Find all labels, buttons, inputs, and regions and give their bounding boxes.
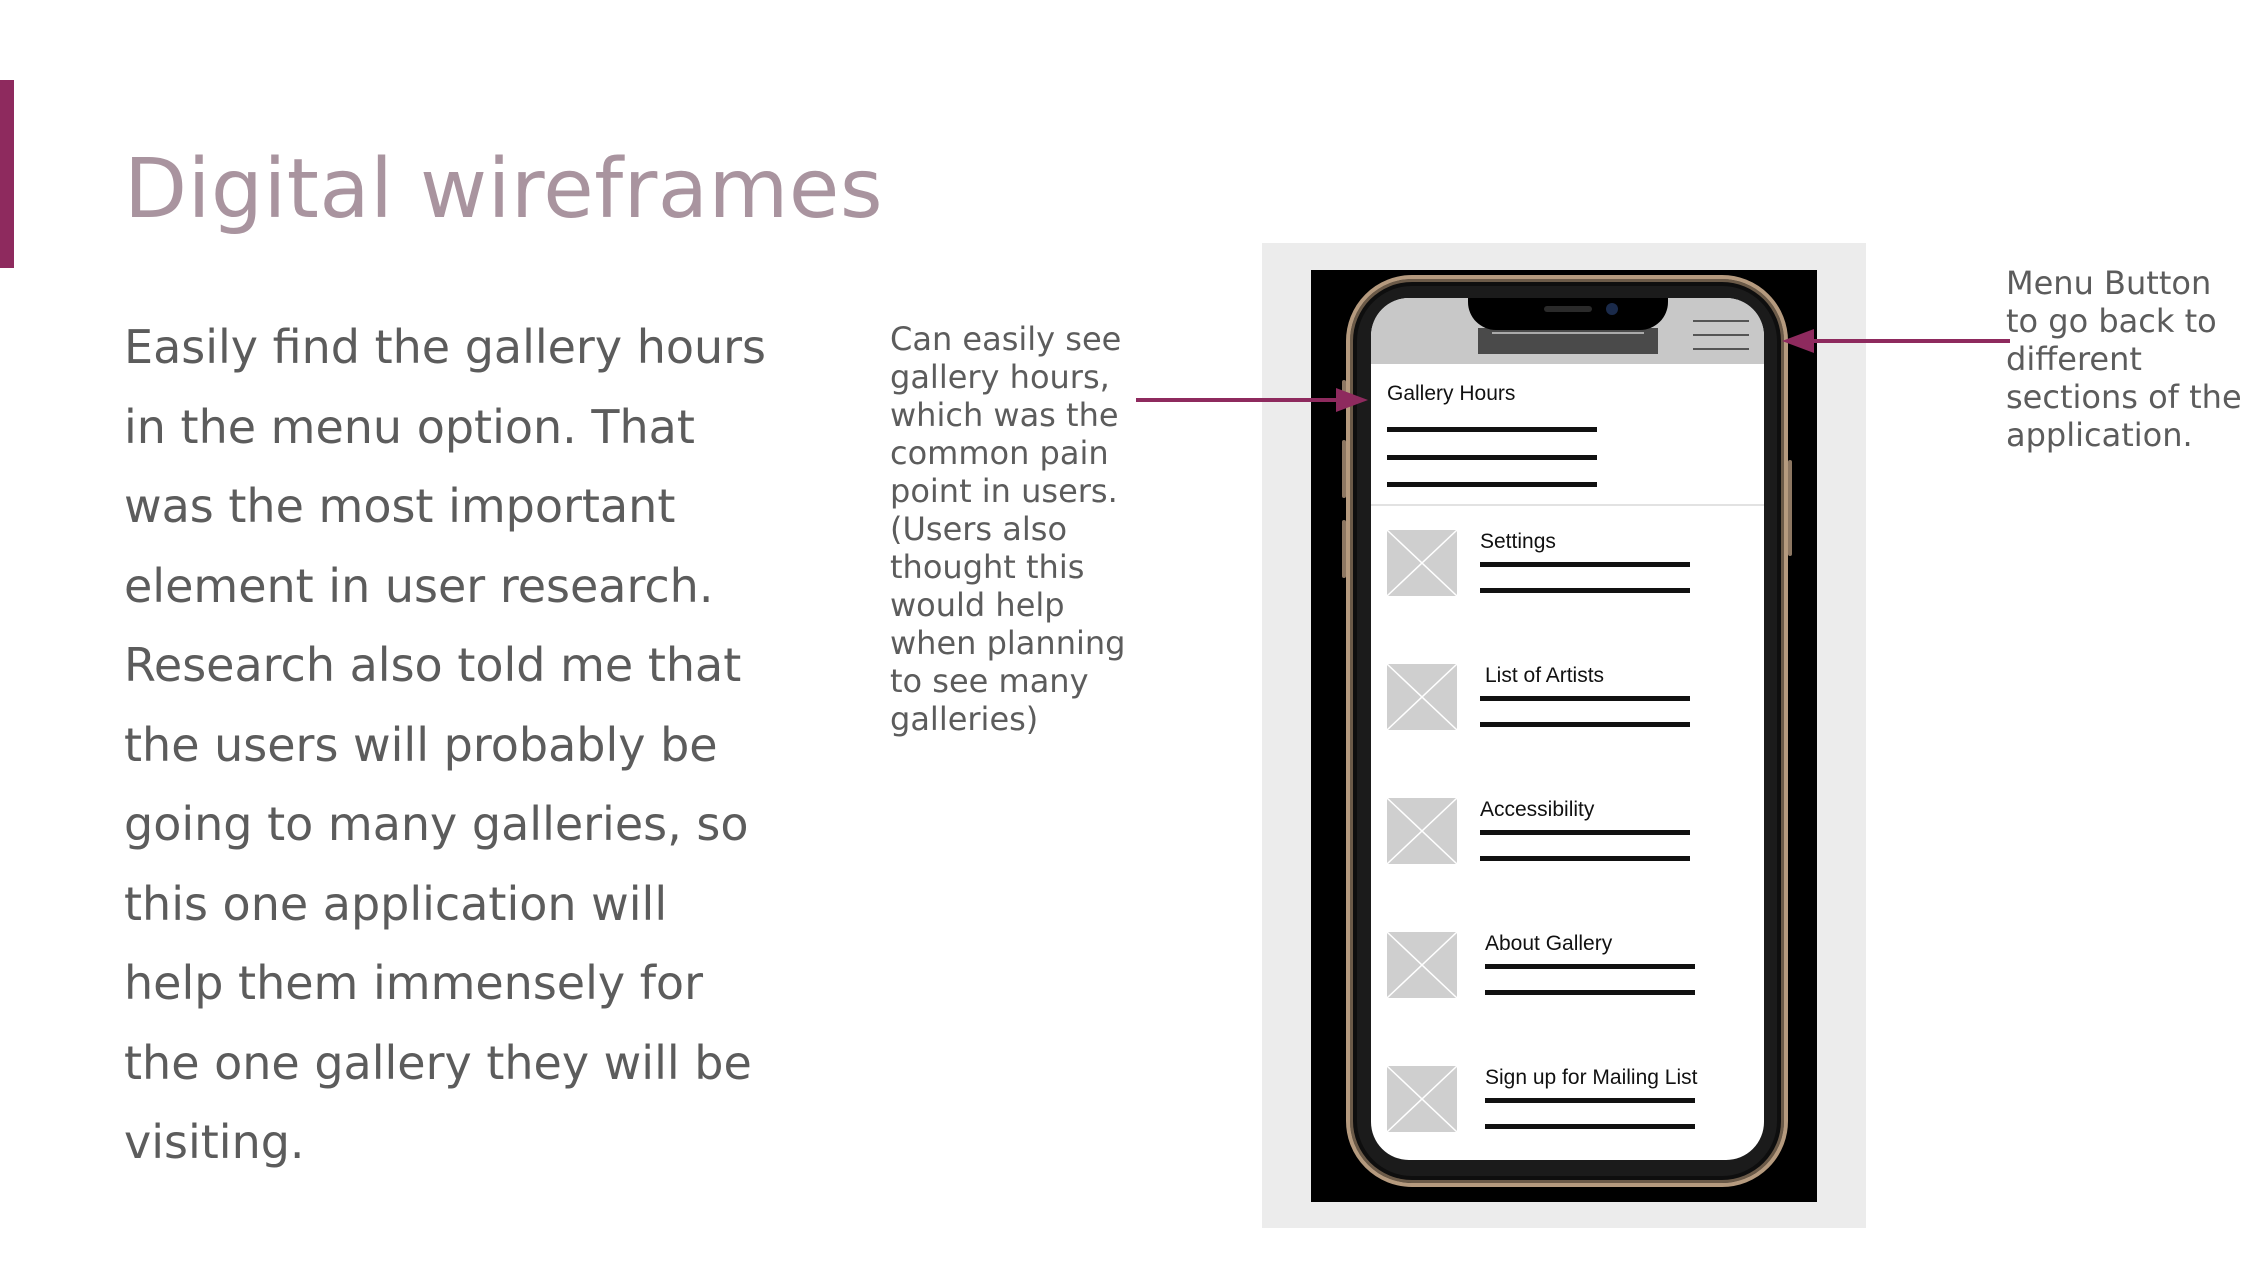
- menu-item-label: Accessibility: [1480, 798, 1595, 821]
- menu-item-label: Sign up for Mailing List: [1485, 1066, 1698, 1089]
- annotation-line: sections of the: [2006, 378, 2242, 416]
- annotation-line: application.: [2006, 416, 2193, 454]
- annotation-line: Menu Button: [2006, 264, 2212, 302]
- placeholder-text-line: [1480, 856, 1690, 861]
- placeholder-text-line: [1387, 482, 1597, 487]
- slide-body-text: [124, 308, 767, 1183]
- annotation-line: which was the: [890, 396, 1119, 434]
- phone-notch: [1468, 298, 1668, 330]
- placeholder-text-line: [1485, 990, 1695, 995]
- body-line: visiting.: [124, 1115, 305, 1169]
- body-line: Research also told me that: [124, 638, 742, 692]
- header-dark-bar: [1478, 328, 1658, 354]
- body-line: help them immensely for: [124, 956, 703, 1010]
- annotation-line: point in users.: [890, 472, 1118, 510]
- arrow-to-menu-button: [1776, 326, 2016, 358]
- placeholder-text-line: [1480, 696, 1690, 701]
- menu-icon-line: [1693, 348, 1749, 350]
- body-line: the users will probably be: [124, 717, 718, 772]
- annotation-line: would help: [890, 586, 1065, 624]
- annotation-line: common pain: [890, 434, 1109, 472]
- slide-title: Digital wireframes: [124, 142, 884, 237]
- menu-item-accessibility[interactable]: [1371, 798, 1764, 870]
- arrow-to-gallery-hours: [1136, 384, 1376, 420]
- annotation-line: galleries): [890, 700, 1039, 738]
- phone-screen: [1371, 298, 1764, 1160]
- image-placeholder-icon: [1387, 530, 1457, 596]
- body-line: this one application will: [124, 876, 668, 931]
- placeholder-text-line: [1480, 830, 1690, 835]
- placeholder-text-line: [1387, 427, 1597, 432]
- placeholder-text-line: [1480, 588, 1690, 593]
- phone-power-button: [1788, 460, 1792, 556]
- menu-item-label: List of Artists: [1485, 664, 1605, 687]
- body-line: element in user research.: [124, 558, 714, 613]
- placeholder-text-line: [1485, 964, 1695, 969]
- menu-item-list-of-artists[interactable]: [1371, 664, 1764, 736]
- body-line: in the menu option. That: [124, 399, 695, 454]
- app-header-bar: [1371, 298, 1764, 364]
- menu-icon-line: [1693, 334, 1749, 336]
- annotation-line: Can easily see: [890, 320, 1122, 358]
- menu-item-label: Settings: [1480, 530, 1556, 553]
- annotation-line: gallery hours,: [890, 358, 1110, 396]
- annotation-line: (Users also: [890, 510, 1068, 548]
- image-placeholder-icon: [1387, 798, 1457, 864]
- menu-button-annotation: [2006, 264, 2242, 454]
- body-line: the one gallery they will be: [124, 1035, 752, 1090]
- body-line: was the most important: [124, 479, 676, 533]
- annotation-line: different: [2006, 340, 2142, 378]
- menu-item-label: About Gallery: [1485, 932, 1613, 955]
- annotation-line: when planning: [890, 624, 1126, 662]
- placeholder-text-line: [1480, 562, 1690, 567]
- gallery-hours-label: Gallery Hours: [1387, 382, 1516, 405]
- camera-icon: [1606, 303, 1618, 315]
- image-placeholder-icon: [1387, 664, 1457, 730]
- image-placeholder-icon: [1387, 932, 1457, 998]
- body-line: Easily find the gallery hours: [124, 320, 767, 374]
- placeholder-text-line: [1485, 1124, 1695, 1129]
- menu-item-settings[interactable]: [1371, 530, 1764, 602]
- section-divider: [1371, 504, 1764, 506]
- annotation-line: to see many: [890, 662, 1089, 700]
- gallery-hours-annotation: [890, 320, 1125, 738]
- menu-icon-line: [1693, 320, 1749, 322]
- body-line: going to many galleries, so: [124, 797, 749, 851]
- accent-bar: [0, 80, 14, 268]
- menu-item-about-gallery[interactable]: [1371, 932, 1764, 1004]
- header-dark-bar-line: [1492, 332, 1644, 334]
- annotation-line: to go back to: [2006, 302, 2217, 340]
- menu-item-sign-up-mailing-list[interactable]: [1371, 1066, 1764, 1138]
- placeholder-text-line: [1485, 1098, 1695, 1103]
- placeholder-text-line: [1387, 455, 1597, 460]
- image-placeholder-icon: [1387, 1066, 1457, 1132]
- speaker-grille: [1544, 306, 1592, 312]
- placeholder-text-line: [1480, 722, 1690, 727]
- hamburger-menu-icon[interactable]: [1693, 318, 1749, 352]
- annotation-line: thought this: [890, 548, 1085, 586]
